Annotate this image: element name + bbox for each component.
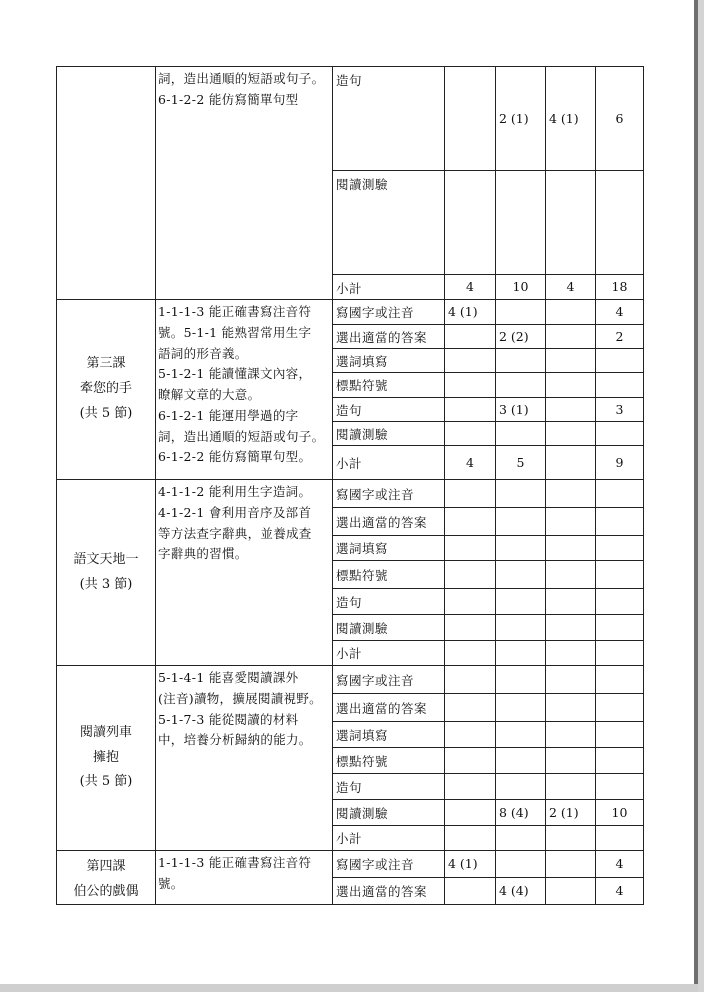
score-cell-col4: 6	[596, 67, 644, 171]
question-type-cell: 選詞填寫	[333, 722, 445, 748]
objective-line: 6-1-2-1 能運用學過的字	[158, 407, 299, 423]
score-cell-col3: 4 (1)	[546, 67, 596, 171]
score-cell-col4	[596, 589, 644, 615]
score-cell-col2: 10	[496, 275, 546, 300]
score-cell-col3	[546, 536, 596, 561]
score-cell-col1	[445, 561, 496, 589]
lesson-title-line: (共 5 節)	[79, 405, 133, 421]
table-row	[57, 480, 644, 508]
score-cell-col4	[596, 480, 644, 508]
score-cell-col2: 2 (2)	[496, 325, 546, 349]
score-cell-col1	[445, 722, 496, 748]
score-cell-col4	[596, 536, 644, 561]
score-cell-col4	[596, 615, 644, 641]
objective-line: 5-1-7-3 能從閱讀的材料	[158, 711, 299, 727]
objectives-cell	[156, 851, 333, 905]
objective-line: 5-1-2-1 能讀懂課文內容，	[158, 366, 312, 382]
objective-line: 4-1-1-2 能利用生字造詞。	[158, 484, 312, 499]
table-row	[57, 300, 644, 325]
score-cell-col2: 3 (1)	[496, 398, 546, 422]
objective-line: 瞭解文章的大意。	[158, 387, 261, 402]
score-cell-col3	[546, 851, 596, 878]
objective-line: 1-1-1-3 能正確書寫注音符	[158, 304, 312, 319]
question-type-cell: 標點符號	[333, 561, 445, 589]
score-cell-col1	[445, 589, 496, 615]
objective-line: 詞，造出通順的短語或句子。	[158, 71, 325, 86]
score-cell-col4	[596, 826, 644, 851]
question-type-cell: 寫國字或注音	[333, 666, 445, 694]
question-type-cell: 閱讀測驗	[333, 800, 445, 826]
lesson-title-line: 伯公的戲偶	[73, 883, 139, 899]
question-type-cell: 寫國字或注音	[333, 300, 445, 325]
objective-line: 號。	[158, 875, 184, 891]
objective-line: 1-1-1-3 能正確書寫注音符	[158, 855, 312, 870]
objective-line: 4-1-2-1 會利用音序及部首	[158, 504, 312, 520]
question-type-cell: 造句	[333, 398, 445, 422]
score-cell-col2	[496, 615, 546, 641]
question-type-cell: 選出適當的答案	[333, 508, 445, 536]
score-cell-col2	[496, 349, 546, 373]
table-row	[57, 67, 644, 171]
score-cell-col3	[546, 300, 596, 325]
lesson-title-line: (共 5 節)	[79, 774, 133, 790]
score-cell-col4: 18	[596, 275, 644, 300]
score-cell-col3	[546, 826, 596, 851]
score-cell-col3	[546, 446, 596, 480]
score-cell-col1	[445, 349, 496, 373]
score-cell-col2: 8 (4)	[496, 800, 546, 826]
score-cell-col3	[546, 422, 596, 446]
question-type-cell: 選詞填寫	[333, 349, 445, 373]
score-cell-col3	[546, 171, 596, 275]
objective-line: 語詞的形音義。	[158, 345, 248, 361]
question-type-cell: 閱讀測驗	[333, 171, 445, 275]
objectives-cell	[156, 480, 333, 666]
objective-line: 中，培養分析歸納的能力。	[158, 732, 312, 748]
question-type-cell: 小計	[333, 275, 445, 300]
score-cell-col4	[596, 422, 644, 446]
score-cell-col1	[445, 536, 496, 561]
score-cell-col1: 4 (1)	[445, 851, 496, 878]
score-cell-col3	[546, 694, 596, 722]
score-cell-col4: 4	[596, 878, 644, 905]
score-cell-col3	[546, 878, 596, 905]
score-cell-col1: 4	[445, 275, 496, 300]
score-cell-col3	[546, 641, 596, 666]
score-cell-col2	[496, 748, 546, 774]
question-type-cell: 標點符號	[333, 748, 445, 774]
question-type-cell: 寫國字或注音	[333, 480, 445, 508]
score-cell-col2	[496, 722, 546, 748]
score-cell-col3: 2 (1)	[546, 800, 596, 826]
question-type-cell: 選出適當的答案	[333, 878, 445, 905]
score-cell-col3	[546, 615, 596, 641]
question-type-cell: 寫國字或注音	[333, 851, 445, 878]
score-cell-col1	[445, 774, 496, 800]
table-row	[57, 851, 644, 878]
score-cell-col1	[445, 826, 496, 851]
table-row	[57, 666, 644, 694]
page-edge-shadow-light	[698, 0, 704, 992]
lesson-cell	[57, 480, 156, 666]
score-cell-col2	[496, 300, 546, 325]
score-cell-col2	[496, 480, 546, 508]
score-cell-col3	[546, 325, 596, 349]
assessment-table	[56, 66, 644, 905]
score-cell-col4	[596, 748, 644, 774]
score-cell-col2	[496, 851, 546, 878]
objective-line: (注音)讀物，擴展閱讀視野。	[158, 690, 322, 706]
question-type-cell: 閱讀測驗	[333, 615, 445, 641]
objective-line: 6-1-2-2 能仿寫簡單句型	[158, 91, 299, 107]
score-cell-col2	[496, 694, 546, 722]
score-cell-col3	[546, 722, 596, 748]
score-cell-col1	[445, 615, 496, 641]
objective-line: 6-1-2-2 能仿寫簡單句型。	[158, 449, 312, 465]
lesson-title-line: 牽您的手	[79, 381, 132, 397]
score-cell-col1	[445, 508, 496, 536]
score-cell-col4	[596, 171, 644, 275]
score-cell-col4	[596, 774, 644, 800]
lesson-cell	[57, 666, 156, 851]
score-cell-col3	[546, 748, 596, 774]
page-bottom-shadow	[0, 984, 698, 992]
score-cell-col1: 4	[445, 446, 496, 480]
score-cell-col4	[596, 722, 644, 748]
score-cell-col3	[546, 666, 596, 694]
question-type-cell: 標點符號	[333, 373, 445, 398]
score-cell-col1	[445, 171, 496, 275]
score-cell-col1	[445, 480, 496, 508]
question-type-cell: 小計	[333, 446, 445, 480]
lesson-title-line: 第四課	[86, 859, 126, 874]
score-cell-col4: 9	[596, 446, 644, 480]
score-cell-col2: 2 (1)	[496, 67, 546, 171]
score-cell-col1	[445, 67, 496, 171]
score-cell-col2	[496, 536, 546, 561]
score-cell-col1: 4 (1)	[445, 300, 496, 325]
objective-line: 等方法查字辭典，並養成查	[158, 525, 312, 541]
score-cell-col3	[546, 398, 596, 422]
score-cell-col2	[496, 666, 546, 694]
score-cell-col3	[546, 373, 596, 398]
score-cell-col3: 4	[546, 275, 596, 300]
score-cell-col2	[496, 508, 546, 536]
score-cell-col1	[445, 666, 496, 694]
score-cell-col4	[596, 349, 644, 373]
score-cell-col3	[546, 508, 596, 536]
question-type-cell: 造句	[333, 589, 445, 615]
score-cell-col4	[596, 508, 644, 536]
score-cell-col1	[445, 748, 496, 774]
score-cell-col1	[445, 325, 496, 349]
score-cell-col3	[546, 480, 596, 508]
score-cell-col2	[496, 373, 546, 398]
lesson-title-line: 語文天地一	[73, 551, 139, 567]
objectives-cell	[156, 67, 333, 300]
score-cell-col4: 10	[596, 800, 644, 826]
question-type-cell: 閱讀測驗	[333, 422, 445, 446]
score-cell-col1	[445, 422, 496, 446]
objective-line: 號。5-1-1 能熟習常用生字	[158, 324, 312, 340]
score-cell-col3	[546, 774, 596, 800]
lesson-cell	[57, 300, 156, 480]
score-cell-col4	[596, 694, 644, 722]
lesson-title-line: 擁抱	[92, 749, 119, 765]
lesson-cell	[57, 851, 156, 905]
score-cell-col2	[496, 826, 546, 851]
score-cell-col2	[496, 171, 546, 275]
score-cell-col3	[546, 349, 596, 373]
objective-line: 5-1-4-1 能喜愛閱讀課外	[158, 670, 299, 685]
score-cell-col1	[445, 398, 496, 422]
lesson-title-line: (共 3 節)	[79, 576, 133, 592]
question-type-cell: 選出適當的答案	[333, 325, 445, 349]
score-cell-col1	[445, 800, 496, 826]
objectives-cell	[156, 300, 333, 480]
score-cell-col4	[596, 641, 644, 666]
question-type-cell: 造句	[333, 774, 445, 800]
score-cell-col4	[596, 373, 644, 398]
score-cell-col2	[496, 561, 546, 589]
objectives-cell	[156, 666, 333, 851]
score-cell-col2: 5	[496, 446, 546, 480]
score-cell-col2	[496, 422, 546, 446]
lesson-cell	[57, 67, 156, 300]
score-cell-col3	[546, 589, 596, 615]
score-cell-col2	[496, 589, 546, 615]
objective-line: 詞，造出通順的短語或句子。	[158, 428, 325, 444]
score-cell-col4: 3	[596, 398, 644, 422]
question-type-cell: 小計	[333, 826, 445, 851]
score-cell-col4: 4	[596, 851, 644, 878]
score-cell-col2	[496, 774, 546, 800]
score-cell-col4: 2	[596, 325, 644, 349]
score-cell-col4	[596, 666, 644, 694]
lesson-title-line: 第三課	[86, 356, 126, 372]
score-cell-col4: 4	[596, 300, 644, 325]
score-cell-col4	[596, 561, 644, 589]
objective-line: 字辭典的習慣。	[158, 546, 248, 562]
table-body	[57, 67, 644, 905]
score-cell-col2: 4 (4)	[496, 878, 546, 905]
question-type-cell: 選詞填寫	[333, 536, 445, 561]
score-cell-col2	[496, 641, 546, 666]
lesson-title-line: 閱讀列車	[79, 724, 132, 740]
question-type-cell: 造句	[333, 67, 445, 171]
score-cell-col1	[445, 694, 496, 722]
question-type-cell: 選出適當的答案	[333, 694, 445, 722]
score-cell-col1	[445, 641, 496, 666]
score-cell-col3	[546, 561, 596, 589]
score-cell-col1	[445, 878, 496, 905]
score-cell-col1	[445, 373, 496, 398]
question-type-cell: 小計	[333, 641, 445, 666]
